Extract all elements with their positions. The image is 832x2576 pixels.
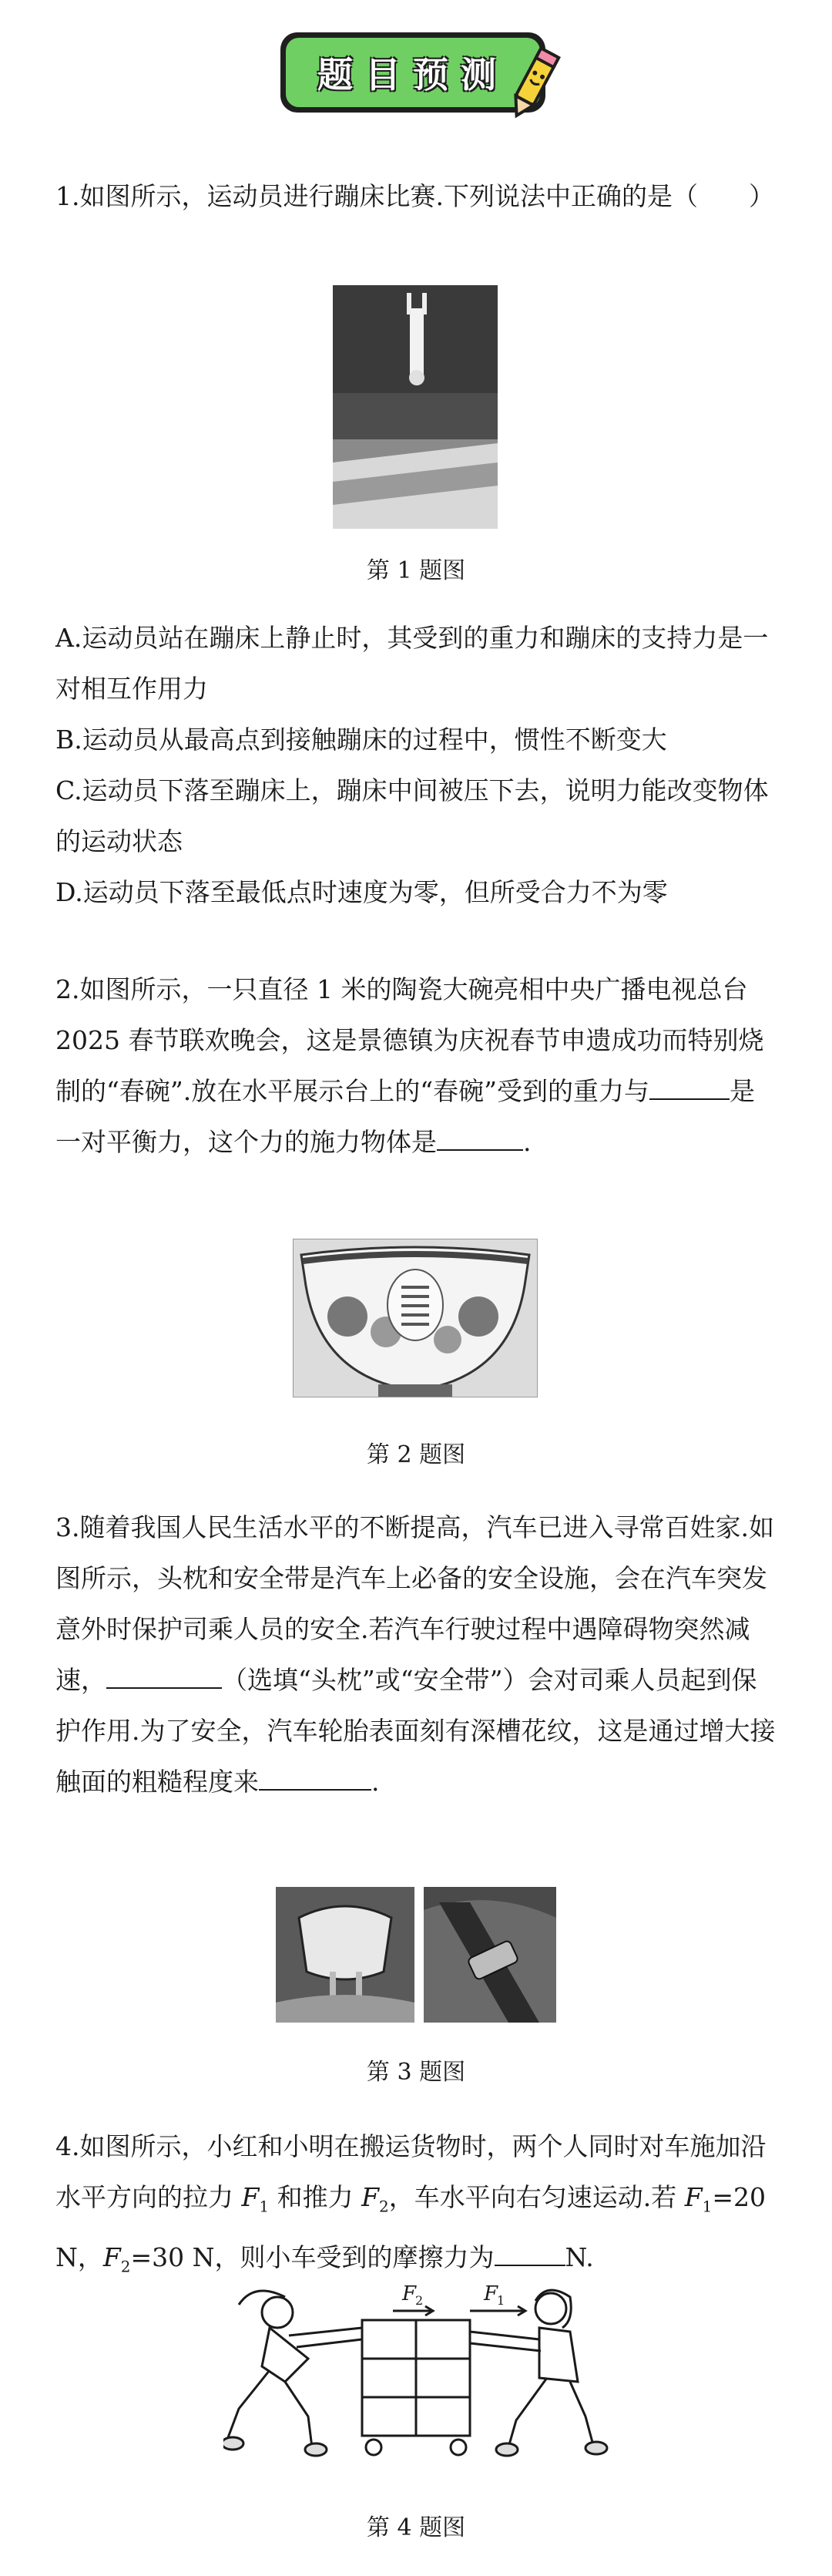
label-f2: F: [402, 2282, 417, 2305]
force-f1-symbol: F: [241, 2182, 260, 2212]
answer-blank[interactable]: [259, 1788, 371, 1791]
question-4-text-c: ，车水平向右匀速运动.若: [388, 2182, 685, 2212]
answer-blank[interactable]: [106, 1687, 222, 1689]
force-f2-symbol: F: [102, 2241, 121, 2272]
cart-pushing-illustration: [223, 2274, 609, 2467]
option-b: B.运动员从最高点到接触蹦床的过程中，惯性不断变大: [55, 725, 667, 755]
section-header-title: 题目预测: [317, 54, 508, 96]
porcelain-bowl-photo: [293, 1239, 538, 1397]
figure-1-caption: 第 1 题图: [366, 557, 466, 584]
force-f1-symbol: F: [684, 2182, 703, 2212]
question-3-text-c: .: [371, 1767, 380, 1797]
question-3-text-b: （选填“头枕”或“安全带”）会对司乘人员起到保护作用.为了安全，汽车轮胎表面刻有深槽花纹，这是通过增大接触面的粗糙程度来: [55, 1665, 776, 1797]
option-c: C.运动员下落至蹦床上，蹦床中间被压下去，说明力能改变物体的运动状态: [55, 775, 769, 856]
question-4-text-d: =20 N，: [55, 2182, 767, 2272]
figure-4-caption: 第 4 题图: [366, 2514, 466, 2541]
question-3: [55, 1502, 777, 1808]
question-4-text-b: 和推力: [269, 2182, 362, 2212]
force-f2-subscript: 2: [379, 2197, 389, 2216]
question-1-options: [55, 613, 777, 918]
pencil-icon: [507, 43, 562, 123]
answer-blank[interactable]: [495, 2264, 565, 2266]
section-header-fill: [286, 38, 540, 107]
label-f2-subscript: 2: [415, 2293, 424, 2308]
answer-blank[interactable]: [649, 1098, 730, 1100]
question-1-stem: [55, 171, 777, 222]
option-d: D.运动员下落至最低点时速度为零，但所受合力不为零: [55, 877, 668, 907]
question-2: [55, 964, 777, 1168]
trampoline-photo: [333, 285, 498, 529]
question-4-text-a: 4.如图所示，小红和小明在搬运货物时，两个人同时对车施加沿水平方向的拉力: [55, 2131, 767, 2212]
question-1-text: 1.如图所示，运动员进行蹦床比赛.下列说法中正确的是（ ）: [55, 181, 774, 211]
force-f1-subscript: 1: [259, 2197, 270, 2216]
figure-2-caption: 第 2 题图: [366, 1441, 466, 1468]
question-2-text-c: .: [523, 1127, 532, 1157]
label-f1-subscript: 1: [497, 2293, 505, 2308]
answer-blank[interactable]: [437, 1148, 523, 1151]
headrest-photo: [276, 1887, 414, 2023]
question-2-text-b: 是一对平衡力，这个力的施力物体是: [55, 1076, 755, 1157]
option-a: A.运动员站在蹦床上静止时，其受到的重力和蹦床的支持力是一对相互作用力: [55, 623, 769, 704]
seatbelt-photo: [424, 1887, 556, 2023]
question-4-text-f: N.: [565, 2241, 594, 2272]
question-2-text-a: 2.如图所示，一只直径 1 米的陶瓷大碗亮相中央广播电视总台 2025 春节联欢晚会，这是景德镇为庆祝春节申遗成功而特别烧制的“春碗”.放在水平展示台上的“春碗”受到的重力与: [55, 974, 764, 1106]
label-f1: F: [484, 2282, 498, 2305]
question-4: [55, 2121, 777, 2292]
force-f2-subscript: 2: [120, 2257, 131, 2276]
force-f2-symbol: F: [361, 2182, 380, 2212]
force-f1-subscript: 1: [702, 2197, 713, 2216]
section-header-badge: [280, 32, 545, 113]
question-3-text-a: 3.随着我国人民生活水平的不断提高，汽车已进入寻常百姓家.如图所示，头枕和安全带是汽车上必备的安全设施，会在汽车突发意外时保护司乘人员的安全.若汽车行驶过程中遇障碍物突然减速，: [55, 1512, 774, 1695]
figure-3-caption: 第 3 题图: [366, 2059, 466, 2086]
question-4-text-e: =30 N，则小车受到的摩擦力为: [130, 2241, 495, 2272]
